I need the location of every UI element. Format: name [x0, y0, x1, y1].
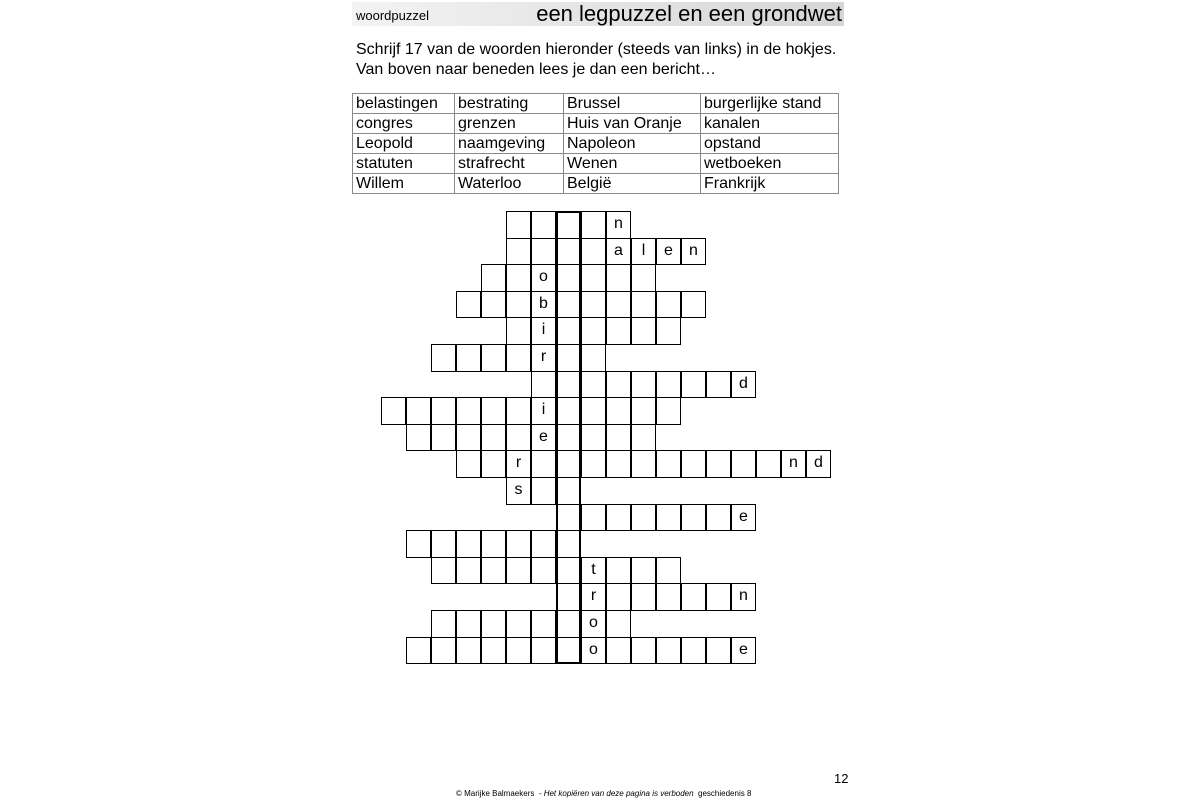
- grid-cell[interactable]: [456, 291, 481, 318]
- grid-cell[interactable]: [431, 610, 456, 638]
- grid-cell[interactable]: [431, 397, 456, 425]
- grid-cell[interactable]: e: [656, 238, 681, 265]
- grid-cell[interactable]: [506, 637, 531, 664]
- grid-cell[interactable]: [481, 291, 506, 318]
- grid-cell[interactable]: [431, 637, 456, 664]
- grid-cell[interactable]: [681, 504, 706, 531]
- word-cell: grenzen: [455, 114, 564, 134]
- grid-cell[interactable]: [581, 450, 606, 478]
- grid-cell[interactable]: [656, 637, 681, 664]
- grid-cell[interactable]: [531, 211, 556, 239]
- grid-cell[interactable]: o: [581, 637, 606, 664]
- grid-cell[interactable]: [531, 371, 556, 398]
- grid-cell[interactable]: [706, 504, 731, 531]
- grid-cell[interactable]: [581, 211, 606, 239]
- grid-cell[interactable]: e: [731, 637, 756, 664]
- word-cell: Leopold: [353, 134, 455, 154]
- word-cell: Willem: [353, 174, 455, 194]
- instructions-text: Schrijf 17 van de woorden hieronder (steeds van links) in de hokjes. Van boven naar beneden lees je dan een bericht…: [356, 41, 837, 78]
- grid-cell[interactable]: [681, 371, 706, 398]
- grid-cell[interactable]: [581, 504, 606, 531]
- grid-cell[interactable]: [506, 317, 531, 345]
- grid-cell[interactable]: [431, 557, 456, 584]
- grid-cell[interactable]: [631, 504, 656, 531]
- grid-cell[interactable]: [581, 317, 606, 345]
- message-column-outline: [556, 211, 581, 664]
- grid-cell[interactable]: [481, 264, 506, 292]
- grid-cell[interactable]: [431, 530, 456, 558]
- footer-copy-notice: - Het kopiëren van deze pagina is verboden: [538, 789, 694, 798]
- grid-cell[interactable]: [606, 424, 631, 451]
- grid-cell[interactable]: [606, 397, 631, 425]
- grid-cell[interactable]: [456, 610, 481, 638]
- grid-cell[interactable]: [656, 291, 681, 318]
- word-cell: kanalen: [701, 114, 839, 134]
- grid-cell[interactable]: [506, 610, 531, 638]
- grid-cell[interactable]: [506, 557, 531, 584]
- grid-cell[interactable]: [631, 371, 656, 398]
- grid-cell[interactable]: [631, 450, 656, 478]
- grid-cell[interactable]: [606, 557, 631, 584]
- grid-cell[interactable]: [706, 450, 731, 478]
- grid-cell[interactable]: e: [731, 504, 756, 531]
- word-cell: Napoleon: [564, 134, 701, 154]
- grid-cell[interactable]: [456, 397, 481, 425]
- grid-cell[interactable]: i: [531, 317, 556, 345]
- grid-cell[interactable]: r: [581, 583, 606, 611]
- grid-cell[interactable]: [381, 397, 406, 425]
- grid-cell[interactable]: n: [781, 450, 806, 478]
- grid-cell[interactable]: [631, 583, 656, 611]
- grid-cell[interactable]: [706, 637, 731, 664]
- page-number: 12: [834, 771, 849, 786]
- grid-cell[interactable]: [456, 424, 481, 451]
- grid-cell[interactable]: [631, 264, 656, 292]
- grid-cell[interactable]: [706, 371, 731, 398]
- word-cell: Frankrijk: [701, 174, 839, 194]
- grid-cell[interactable]: [606, 504, 631, 531]
- grid-cell[interactable]: [406, 530, 431, 558]
- grid-cell[interactable]: d: [731, 371, 756, 398]
- grid-cell[interactable]: [481, 610, 506, 638]
- grid-cell[interactable]: r: [506, 450, 531, 478]
- grid-cell[interactable]: n: [681, 238, 706, 265]
- grid-cell[interactable]: [481, 424, 506, 451]
- grid-cell[interactable]: [531, 477, 556, 505]
- grid-cell[interactable]: [606, 610, 631, 638]
- grid-cell[interactable]: e: [531, 424, 556, 451]
- grid-cell[interactable]: [581, 344, 606, 372]
- grid-cell[interactable]: l: [631, 238, 656, 265]
- grid-cell[interactable]: [631, 397, 656, 425]
- grid-cell[interactable]: [506, 530, 531, 558]
- word-cell: naamgeving: [455, 134, 564, 154]
- grid-cell[interactable]: [631, 557, 656, 584]
- grid-cell[interactable]: [506, 424, 531, 451]
- grid-cell[interactable]: [681, 291, 706, 318]
- grid-cell[interactable]: [531, 610, 556, 638]
- grid-cell[interactable]: [506, 291, 531, 318]
- grid-cell[interactable]: [731, 450, 756, 478]
- grid-cell[interactable]: [506, 211, 531, 239]
- word-cell: bestrating: [455, 94, 564, 114]
- grid-cell[interactable]: [531, 530, 556, 558]
- grid-cell[interactable]: [681, 583, 706, 611]
- grid-cell[interactable]: [606, 450, 631, 478]
- grid-cell[interactable]: s: [506, 477, 531, 505]
- grid-cell[interactable]: [506, 344, 531, 372]
- grid-cell[interactable]: [456, 637, 481, 664]
- page-title: een legpuzzel en een grondwet: [536, 1, 842, 26]
- grid-cell[interactable]: [481, 450, 506, 478]
- grid-cell[interactable]: [481, 344, 506, 372]
- grid-cell[interactable]: [431, 344, 456, 372]
- grid-cell[interactable]: [756, 450, 781, 478]
- grid-cell[interactable]: [406, 637, 431, 664]
- page-footer: [456, 789, 751, 798]
- word-cell: wetboeken: [701, 154, 839, 174]
- grid-cell[interactable]: [456, 344, 481, 372]
- grid-cell[interactable]: [606, 371, 631, 398]
- grid-cell[interactable]: [681, 637, 706, 664]
- grid-cell[interactable]: [631, 291, 656, 318]
- word-cell: burgerlijke stand: [701, 94, 839, 114]
- grid-cell[interactable]: [431, 424, 456, 451]
- grid-cell[interactable]: [456, 557, 481, 584]
- word-cell: Huis van Oranje: [564, 114, 701, 134]
- grid-cell[interactable]: [456, 450, 481, 478]
- grid-cell[interactable]: [481, 637, 506, 664]
- grid-cell[interactable]: [606, 264, 631, 292]
- grid-cell[interactable]: [656, 504, 681, 531]
- grid-cell[interactable]: b: [531, 291, 556, 318]
- grid-cell[interactable]: [406, 397, 431, 425]
- footer-subject: geschiedenis 8: [698, 789, 752, 798]
- grid-cell[interactable]: [606, 637, 631, 664]
- grid-cell[interactable]: [581, 397, 606, 425]
- grid-cell[interactable]: [631, 317, 656, 345]
- grid-cell[interactable]: [656, 557, 681, 584]
- grid-cell[interactable]: [531, 557, 556, 584]
- grid-cell[interactable]: [581, 424, 606, 451]
- word-cell: statuten: [353, 154, 455, 174]
- grid-cell[interactable]: [706, 583, 731, 611]
- grid-cell[interactable]: [606, 317, 631, 345]
- grid-cell[interactable]: a: [606, 238, 631, 265]
- worksheet-type-label: woordpuzzel: [356, 8, 429, 23]
- word-cell: belastingen: [353, 94, 455, 114]
- grid-cell[interactable]: o: [581, 610, 606, 638]
- grid-cell[interactable]: [656, 583, 681, 611]
- grid-cell[interactable]: [606, 291, 631, 318]
- grid-cell[interactable]: [581, 291, 606, 318]
- word-cell: Wenen: [564, 154, 701, 174]
- grid-cell[interactable]: d: [806, 450, 831, 478]
- grid-cell[interactable]: [631, 424, 656, 451]
- grid-cell[interactable]: [406, 424, 431, 451]
- grid-cell[interactable]: [481, 557, 506, 584]
- word-cell: Brussel: [564, 94, 701, 114]
- word-cell: Waterloo: [455, 174, 564, 194]
- grid-cell[interactable]: t: [581, 557, 606, 584]
- grid-cell[interactable]: [656, 317, 681, 345]
- grid-cell[interactable]: [506, 264, 531, 292]
- grid-cell[interactable]: [481, 397, 506, 425]
- grid-cell[interactable]: n: [606, 211, 631, 239]
- word-cell: opstand: [701, 134, 839, 154]
- grid-cell[interactable]: [531, 637, 556, 664]
- grid-cell[interactable]: [456, 530, 481, 558]
- grid-cell[interactable]: r: [531, 344, 556, 372]
- grid-cell[interactable]: [581, 238, 606, 265]
- grid-cell[interactable]: [506, 397, 531, 425]
- grid-cell[interactable]: [656, 371, 681, 398]
- grid-cell[interactable]: o: [531, 264, 556, 292]
- grid-cell[interactable]: [681, 450, 706, 478]
- grid-cell[interactable]: [631, 637, 656, 664]
- word-cell: België: [564, 174, 701, 194]
- grid-cell[interactable]: [656, 397, 681, 425]
- grid-cell[interactable]: [506, 238, 531, 265]
- grid-cell[interactable]: [581, 371, 606, 398]
- grid-cell[interactable]: n: [731, 583, 756, 611]
- grid-cell[interactable]: [531, 238, 556, 265]
- grid-cell[interactable]: [606, 583, 631, 611]
- grid-cell[interactable]: [481, 530, 506, 558]
- grid-cell[interactable]: [581, 264, 606, 292]
- grid-cell[interactable]: [656, 450, 681, 478]
- word-cell: congres: [353, 114, 455, 134]
- grid-cell[interactable]: [531, 450, 556, 478]
- word-cell: strafrecht: [455, 154, 564, 174]
- grid-cell[interactable]: i: [531, 397, 556, 425]
- footer-author: © Marijke Balmaekers: [456, 789, 535, 798]
